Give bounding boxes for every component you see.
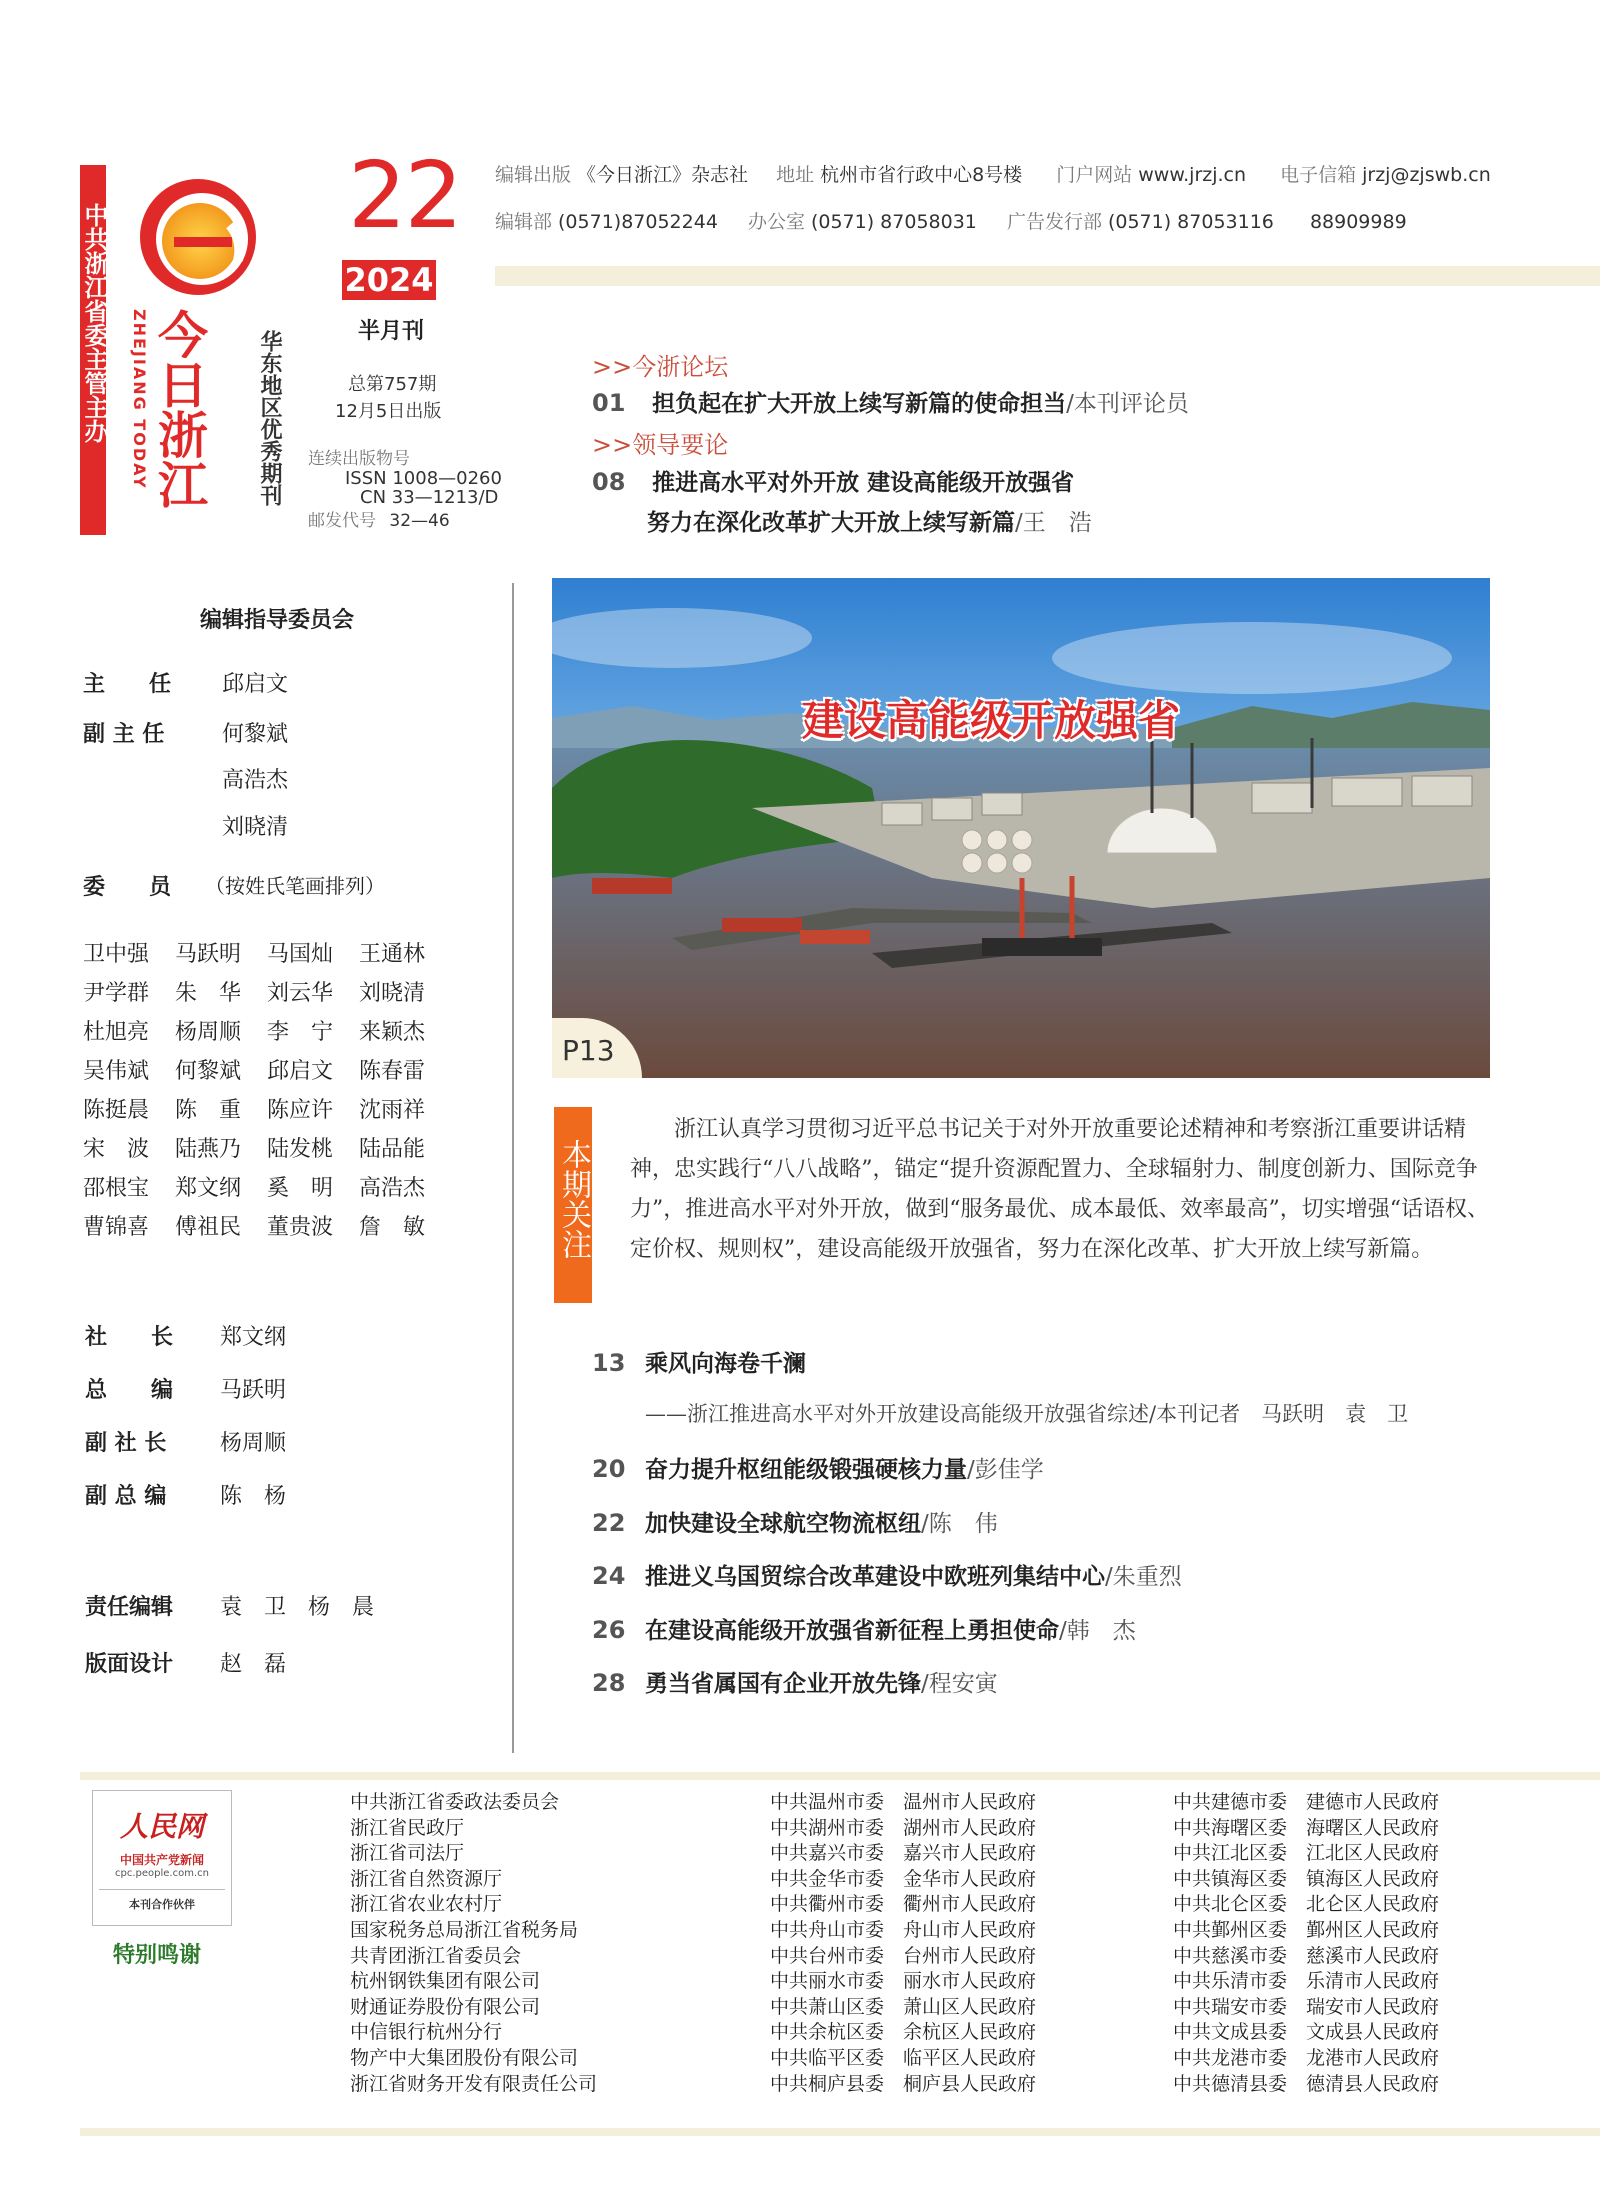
member-name: 吴伟斌 xyxy=(83,1059,150,1084)
members-table xyxy=(83,933,451,1245)
toc-num: 08 xyxy=(592,468,626,496)
org-name: 中共临平区委 临平区人民政府 xyxy=(770,2046,1037,2069)
staff-value: 郑文纲 xyxy=(220,1325,287,1350)
focus-tag-text: 本期关注 xyxy=(556,1139,591,1259)
sponsor-text: 中共浙江省委主管主办 xyxy=(80,203,108,443)
publisher: 《今日浙江》杂志社 xyxy=(577,164,749,186)
member-name: 马跃明 xyxy=(175,942,242,967)
thanks-label: 特别鸣谢 xyxy=(113,1942,202,1968)
article-num: 28 xyxy=(592,1669,626,1697)
sponsor-band xyxy=(80,165,106,535)
org-name: 中共德清县委 德清县人民政府 xyxy=(1173,2072,1440,2095)
org-name: 中共海曙区委 海曙区人民政府 xyxy=(1173,1816,1440,1839)
member-name: 李 宁 xyxy=(267,1020,334,1045)
article-author: /朱重烈 xyxy=(1105,1564,1182,1590)
contact-row-2 xyxy=(495,207,1407,234)
logo-emblem-icon xyxy=(130,165,260,305)
org-name: 物产中大集团股份有限公司 xyxy=(350,2046,579,2069)
member-name: 王通林 xyxy=(359,942,426,967)
logo-chinese: 今日浙江 xyxy=(150,309,209,509)
postal-code: 32—46 xyxy=(389,511,450,531)
address-label: 地址 xyxy=(776,164,815,186)
staff-row xyxy=(85,1426,286,1479)
issn: ISSN 1008—0260 xyxy=(345,468,502,489)
toc-item-01[interactable] xyxy=(592,385,1189,418)
org-name: 中共舟山市委 舟山市人民政府 xyxy=(770,1918,1037,1941)
toc-num: 01 xyxy=(592,389,626,417)
logo xyxy=(130,165,260,535)
article-num: 24 xyxy=(592,1562,626,1590)
org-name: 中共金华市委 金华市人民政府 xyxy=(770,1867,1037,1890)
ads-phone: (0571) 87053116 xyxy=(1107,211,1274,233)
member-name: 陈挺晨 xyxy=(83,1098,150,1123)
publisher-label: 编辑出版 xyxy=(495,164,572,186)
member-name: 尹学群 xyxy=(83,981,150,1006)
member-name: 陆发桃 xyxy=(267,1137,334,1162)
deputy-2: 高浩杰 xyxy=(222,768,289,793)
org-name: 中共江北区委 江北区人民政府 xyxy=(1173,1842,1440,1865)
article-item[interactable] xyxy=(592,1505,1512,1559)
email-label: 电子信箱 xyxy=(1280,164,1357,186)
board-title: 编辑指导委员会 xyxy=(200,608,355,633)
serial-label: 连续出版物号 xyxy=(308,449,410,469)
article-item[interactable] xyxy=(592,1345,1512,1451)
article-item[interactable] xyxy=(592,1612,1512,1666)
org-name: 中共桐庐县委 桐庐县人民政府 xyxy=(770,2072,1037,2095)
partner-url: cpc.people.com.cn xyxy=(115,1868,209,1879)
members-row xyxy=(83,1050,451,1089)
org-name: 中共慈溪市委 慈溪市人民政府 xyxy=(1173,1944,1440,1967)
staff-row xyxy=(85,1320,286,1373)
staff-label: 总 编 xyxy=(85,1378,174,1403)
editors-list xyxy=(85,1590,374,1704)
org-name: 中共余杭区委 余杭区人民政府 xyxy=(770,2021,1037,2044)
article-author: /韩 杰 xyxy=(1059,1617,1136,1644)
staff-value: 杨周顺 xyxy=(220,1431,287,1456)
members-row xyxy=(83,1011,451,1050)
org-column-2 xyxy=(770,1790,1036,2097)
staff-label: 副 社 长 xyxy=(85,1431,167,1456)
member-name: 奚 明 xyxy=(267,1176,334,1201)
award-vertical: 华东地区优秀期刊 xyxy=(257,330,282,506)
org-name: 中共台州市委 台州市人民政府 xyxy=(770,1944,1037,1967)
member-name: 陈春雷 xyxy=(359,1059,426,1084)
postal-label: 邮发代号 xyxy=(308,511,376,531)
office-label: 办公室 xyxy=(747,211,805,233)
org-name: 中共湖州市委 湖州市人民政府 xyxy=(770,1816,1037,1839)
toc-section-forum: >>今浙论坛 xyxy=(592,353,729,381)
member-name: 刘云华 xyxy=(267,981,334,1006)
org-name: 中共文成县委 文成县人民政府 xyxy=(1173,2021,1440,2044)
member-name: 傅祖民 xyxy=(175,1215,242,1240)
member-name: 杨周顺 xyxy=(175,1020,242,1045)
org-name: 财通证券股份有限公司 xyxy=(350,1995,541,2018)
logo-english: ZHEJIANG TODAY xyxy=(130,309,149,490)
members-row xyxy=(83,1089,451,1128)
org-column-1 xyxy=(350,1790,597,2097)
cover-page-tag[interactable]: P13 xyxy=(552,1018,642,1078)
staff-list xyxy=(85,1320,286,1532)
org-name: 中共建德市委 建德市人民政府 xyxy=(1173,1791,1440,1813)
member-name: 郑文纲 xyxy=(175,1176,242,1201)
issue-year: 2024 xyxy=(342,260,436,300)
member-name: 陈应许 xyxy=(267,1098,334,1123)
staff-value: 陈 杨 xyxy=(220,1484,287,1509)
member-name: 卫中强 xyxy=(83,942,150,967)
office-phone: (0571) 87058031 xyxy=(810,211,977,233)
frequency: 半月刊 xyxy=(358,319,425,344)
director-name: 邱启文 xyxy=(222,672,289,697)
members-row xyxy=(83,1206,451,1245)
org-name: 浙江省司法厅 xyxy=(350,1842,465,1865)
staff-label: 副 总 编 xyxy=(85,1484,167,1509)
member-name: 何黎斌 xyxy=(175,1059,242,1084)
org-name: 中共衢州市委 衢州市人民政府 xyxy=(770,1893,1037,1916)
contact-row-1 xyxy=(495,160,1491,187)
partner-name: 人民网 xyxy=(119,1810,204,1843)
portal-label: 门户网站 xyxy=(1056,164,1133,186)
org-name: 中共嘉兴市委 嘉兴市人民政府 xyxy=(770,1842,1037,1865)
article-item[interactable] xyxy=(592,1451,1512,1505)
member-name: 陆品能 xyxy=(359,1137,426,1162)
column-divider xyxy=(512,583,514,1753)
deputy-1: 何黎斌 xyxy=(222,722,289,747)
footer-divider-bottom xyxy=(80,2128,1600,2136)
org-name: 中共浙江省委政法委员会 xyxy=(350,1791,560,1813)
members-row xyxy=(83,1128,451,1167)
staff-label: 社 长 xyxy=(85,1325,174,1350)
partner-tag: 本刊合作伙伴 xyxy=(129,1898,195,1911)
members-label: 委 员 xyxy=(83,875,172,900)
total-issue: 总第757期 xyxy=(348,374,437,395)
toc-title: 推进高水平对外开放 建设高能级开放强省 xyxy=(652,470,1075,496)
toc-item-08-line2[interactable] xyxy=(647,504,1092,537)
editorial-label: 编辑部 xyxy=(495,211,553,233)
editor-value: 赵 磊 xyxy=(220,1652,287,1677)
member-name: 来颖杰 xyxy=(359,1020,426,1045)
editorial-phone: (0571)87052244 xyxy=(558,211,718,233)
member-name: 朱 华 xyxy=(175,981,242,1006)
article-author: /彭佳学 xyxy=(967,1457,1044,1483)
toc-author: /本刊评论员 xyxy=(1066,391,1189,417)
org-name: 浙江省财务开发有限责任公司 xyxy=(350,2072,598,2095)
members-grid xyxy=(83,933,451,1245)
member-name: 曹锦喜 xyxy=(83,1215,150,1240)
pub-date: 12月5日出版 xyxy=(335,401,442,422)
org-name: 中共瑞安市委 瑞安市人民政府 xyxy=(1173,1995,1440,2018)
member-name: 邱启文 xyxy=(267,1059,334,1084)
members-row xyxy=(83,1167,451,1206)
org-name: 中共温州市委 温州市人民政府 xyxy=(770,1791,1037,1813)
staff-value: 马跃明 xyxy=(220,1378,287,1403)
member-name: 宋 波 xyxy=(83,1137,150,1162)
email-link[interactable]: jrzj@zjswb.cn xyxy=(1362,164,1491,186)
cover-headline: 建设高能级开放强省 xyxy=(802,696,1181,745)
partner-sub: 中国共产党新闻 xyxy=(119,1853,204,1867)
member-name: 陆燕乃 xyxy=(175,1137,242,1162)
member-name: 詹 敏 xyxy=(359,1215,426,1240)
member-name: 邵根宝 xyxy=(83,1176,150,1201)
article-num: 22 xyxy=(592,1508,626,1537)
toc-title: 担负起在扩大开放上续写新篇的使命担当 xyxy=(652,391,1067,417)
article-title: 加快建设全球航空物流枢纽 xyxy=(645,1510,921,1537)
members-note: （按姓氏笔画排列） xyxy=(205,874,385,898)
partner-divider xyxy=(99,1889,225,1890)
member-name: 沈雨祥 xyxy=(359,1098,426,1123)
address: 杭州市省行政中心8号楼 xyxy=(820,164,1023,186)
staff-row xyxy=(85,1479,286,1532)
cn-number: CN 33—1213/D xyxy=(360,487,499,508)
article-num: 13 xyxy=(592,1349,626,1377)
article-author: /程安寅 xyxy=(921,1671,998,1697)
article-list xyxy=(592,1345,1512,1719)
issue-number: 22 xyxy=(348,142,462,249)
org-column-3 xyxy=(1173,1790,1439,2097)
postal xyxy=(308,506,450,531)
article-item[interactable] xyxy=(592,1558,1512,1612)
deputy-label: 副 主 任 xyxy=(83,722,165,747)
article-num: 20 xyxy=(592,1455,626,1483)
org-name: 中信银行杭州分行 xyxy=(350,2021,503,2044)
org-name: 国家税务总局浙江省税务局 xyxy=(350,1918,579,1941)
cover-photo xyxy=(552,578,1490,1078)
toc-item-08[interactable] xyxy=(592,464,1074,497)
member-name: 陈 重 xyxy=(175,1098,242,1123)
org-name: 浙江省自然资源厅 xyxy=(350,1867,503,1890)
editor-row xyxy=(85,1647,374,1704)
focus-summary: 浙江认真学习贯彻习近平总书记关于对外开放重要论述精神和考察浙江重要讲话精神，忠实践行“八八战略”，锚定“提升资源配置力、全球辐射力、制度创新力、国际竞争力”，推进高水平对外开放，做到“服务最优、成本最低、效率最高”，切实增强“话语权、定价权、规则权”，建设高能级开放强省，努力在深化改革、扩大开放上续写新篇。 xyxy=(630,1117,1489,1262)
ads-phone-2: 88909989 xyxy=(1309,211,1407,233)
org-name: 中共萧山区委 萧山区人民政府 xyxy=(770,1995,1037,2018)
member-name: 董贵波 xyxy=(267,1215,334,1240)
member-name: 高浩杰 xyxy=(359,1176,426,1201)
partner-logo[interactable] xyxy=(92,1790,232,1926)
editor-label: 版面设计 xyxy=(85,1652,174,1677)
deputy-3: 刘晓清 xyxy=(222,815,289,840)
editor-value: 袁 卫 杨 晨 xyxy=(220,1595,375,1620)
member-name: 马国灿 xyxy=(267,942,334,967)
header-divider xyxy=(495,266,1600,286)
toc-author: /王 浩 xyxy=(1015,510,1092,536)
director-label: 主 任 xyxy=(83,672,172,697)
org-name: 浙江省农业农村厅 xyxy=(350,1893,503,1916)
staff-row xyxy=(85,1373,286,1426)
article-author: /陈 伟 xyxy=(921,1510,998,1537)
article-item[interactable] xyxy=(592,1665,1512,1719)
article-title: 勇当省属国有企业开放先锋 xyxy=(645,1671,921,1697)
article-title: 奋力提升枢纽能级锻强硬核力量 xyxy=(645,1457,967,1483)
port-aerial-image xyxy=(552,578,1490,1078)
org-name: 杭州钢铁集团有限公司 xyxy=(350,1970,541,1993)
org-name: 浙江省民政厅 xyxy=(350,1816,465,1839)
org-name: 中共鄞州区委 鄞州区人民政府 xyxy=(1173,1918,1440,1941)
members-row xyxy=(83,972,451,1011)
org-name: 中共镇海区委 镇海区人民政府 xyxy=(1173,1867,1440,1890)
article-title: 在建设高能级开放强省新征程上勇担使命 xyxy=(645,1617,1059,1644)
article-subtitle: ——浙江推进高水平对外开放建设高能级开放强省综述/本刊记者 马跃明 袁 卫 xyxy=(645,1402,1409,1426)
focus-tag xyxy=(554,1107,592,1303)
article-title: 推进义乌国贸综合改革建设中欧班列集结中心 xyxy=(645,1564,1105,1590)
org-name: 中共北仑区委 北仑区人民政府 xyxy=(1173,1893,1440,1916)
ads-label: 广告发行部 xyxy=(1006,211,1102,233)
org-name: 中共龙港市委 龙港市人民政府 xyxy=(1173,2046,1440,2069)
editor-label: 责任编辑 xyxy=(85,1595,174,1620)
toc-title-2: 努力在深化改革扩大开放上续写新篇 xyxy=(647,510,1015,536)
org-name: 中共乐清市委 乐清市人民政府 xyxy=(1173,1970,1440,1993)
org-name: 共青团浙江省委员会 xyxy=(350,1944,522,1967)
editor-row xyxy=(85,1590,374,1647)
article-title: 乘风向海卷千澜 xyxy=(645,1351,806,1377)
members-row xyxy=(83,933,451,972)
member-name: 刘晓清 xyxy=(359,981,426,1006)
footer-divider-top xyxy=(80,1772,1600,1780)
member-name: 杜旭亮 xyxy=(83,1020,150,1045)
org-name: 中共丽水市委 丽水市人民政府 xyxy=(770,1970,1037,1993)
article-num: 26 xyxy=(592,1615,626,1644)
portal-link[interactable]: www.jrzj.cn xyxy=(1138,164,1247,186)
toc-section-leaders: >>领导要论 xyxy=(592,431,729,459)
